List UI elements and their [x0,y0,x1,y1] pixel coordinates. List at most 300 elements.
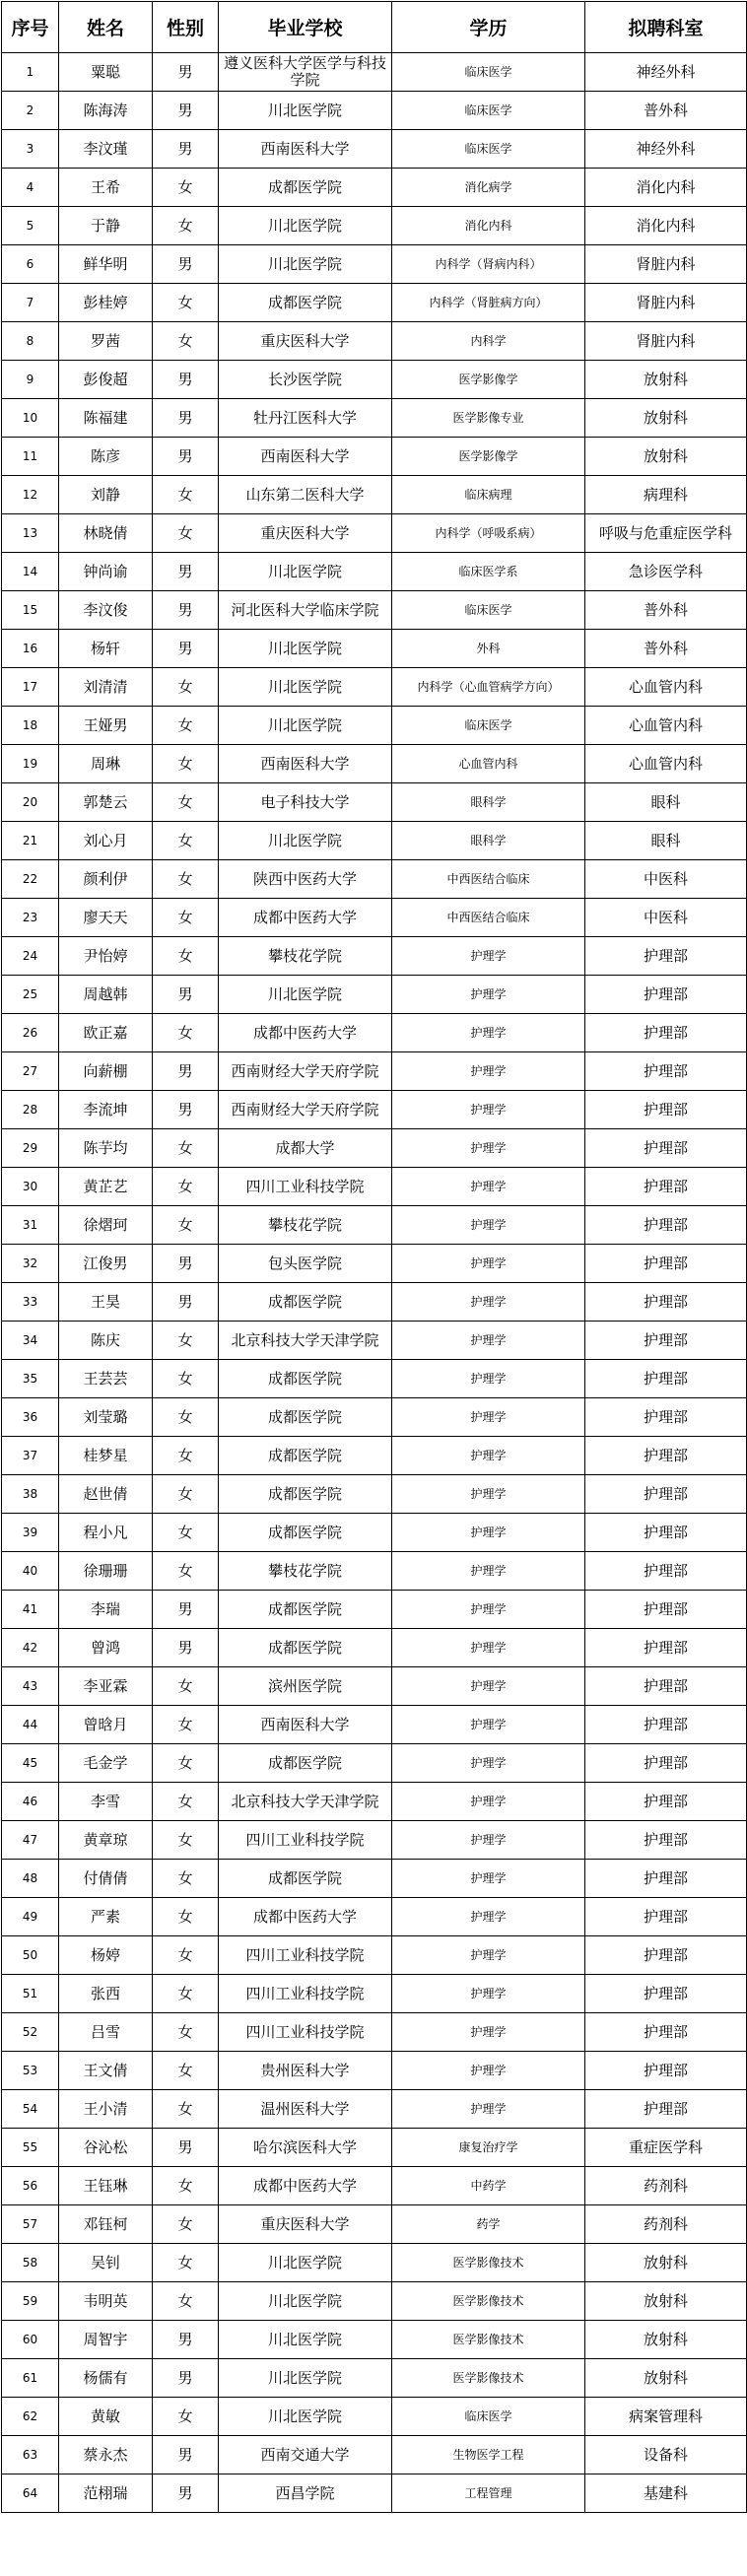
cell-name: 颜利伊 [59,860,153,899]
cell-school: 成都医学院 [219,169,392,207]
cell-department: 护理部 [585,1783,747,1821]
cell-name: 吕雪 [59,2013,153,2052]
cell-department: 护理部 [585,1552,747,1591]
table-row [2,1475,747,1514]
cell-index: 55 [2,2129,59,2167]
cell-school: 成都医学院 [219,1283,392,1322]
cell-degree: 护理学 [392,1706,585,1744]
cell-degree: 护理学 [392,1629,585,1667]
cell-department: 护理部 [585,2013,747,2052]
cell-school: 川北医学院 [219,707,392,745]
cell-department: 心血管内科 [585,745,747,783]
cell-index: 12 [2,476,59,514]
cell-school: 川北医学院 [219,822,392,860]
cell-name: 王小清 [59,2090,153,2129]
cell-name: 陈芋均 [59,1129,153,1168]
cell-name: 江俊男 [59,1245,153,1283]
cell-school: 四川工业科技学院 [219,1936,392,1975]
cell-name: 黄敏 [59,2398,153,2436]
cell-department: 护理部 [585,1245,747,1283]
cell-index: 34 [2,1322,59,1360]
cell-department: 护理部 [585,1629,747,1667]
cell-gender: 女 [153,1475,219,1514]
cell-gender: 男 [153,399,219,438]
cell-degree: 外科 [392,630,585,668]
cell-index: 24 [2,937,59,976]
cell-school: 成都医学院 [219,1629,392,1667]
cell-degree: 护理学 [392,1437,585,1475]
cell-name: 刘莹璐 [59,1398,153,1437]
cell-degree: 医学影像技术 [392,2282,585,2321]
cell-department: 护理部 [585,1936,747,1975]
cell-gender: 女 [153,707,219,745]
cell-degree: 临床医学 [392,130,585,169]
cell-school: 攀枝花学院 [219,1552,392,1591]
cell-gender: 女 [153,1898,219,1936]
cell-name: 李流坤 [59,1091,153,1129]
cell-school: 滨州医学院 [219,1667,392,1706]
cell-index: 16 [2,630,59,668]
table-row [2,976,747,1014]
cell-index: 26 [2,1014,59,1052]
cell-degree: 医学影像技术 [392,2321,585,2359]
table-row [2,1783,747,1821]
cell-school: 川北医学院 [219,2282,392,2321]
cell-index: 47 [2,1821,59,1860]
cell-department: 护理部 [585,2090,747,2129]
cell-department: 护理部 [585,1206,747,1245]
cell-name: 杨轩 [59,630,153,668]
cell-department: 肾脏内科 [585,245,747,284]
cell-degree: 护理学 [392,1052,585,1091]
cell-index: 27 [2,1052,59,1091]
cell-school: 西南财经大学天府学院 [219,1052,392,1091]
cell-school: 川北医学院 [219,668,392,707]
table-row [2,2474,747,2513]
table-row [2,2398,747,2436]
cell-degree: 眼科学 [392,783,585,822]
cell-degree: 护理学 [392,1206,585,1245]
table-row [2,899,747,937]
cell-degree: 护理学 [392,1322,585,1360]
cell-department: 护理部 [585,1129,747,1168]
cell-department: 护理部 [585,1168,747,1206]
cell-name: 于静 [59,207,153,245]
cell-department: 基建科 [585,2474,747,2513]
cell-gender: 女 [153,2282,219,2321]
table-row [2,361,747,399]
table-row [2,2052,747,2090]
cell-gender: 男 [153,2359,219,2398]
cell-department: 心血管内科 [585,668,747,707]
cell-degree: 消化内科 [392,207,585,245]
cell-name: 刘清清 [59,668,153,707]
cell-degree: 护理学 [392,1475,585,1514]
cell-degree: 临床医学 [392,591,585,630]
cell-gender: 男 [153,2436,219,2474]
cell-name: 李汶瑾 [59,130,153,169]
cell-degree: 护理学 [392,1283,585,1322]
cell-degree: 护理学 [392,2013,585,2052]
cell-index: 38 [2,1475,59,1514]
cell-department: 护理部 [585,1052,747,1091]
cell-index: 3 [2,130,59,169]
cell-gender: 女 [153,284,219,322]
cell-name: 李汶俊 [59,591,153,630]
cell-degree: 护理学 [392,937,585,976]
cell-degree: 医学影像专业 [392,399,585,438]
cell-department: 放射科 [585,2282,747,2321]
table-row [2,1283,747,1322]
cell-name: 李亚霖 [59,1667,153,1706]
cell-name: 郭楚云 [59,783,153,822]
cell-name: 王希 [59,169,153,207]
cell-name: 曾鸿 [59,1629,153,1667]
cell-department: 护理部 [585,1091,747,1129]
cell-gender: 女 [153,1014,219,1052]
cell-department: 神经外科 [585,130,747,169]
cell-name: 桂梦星 [59,1437,153,1475]
cell-gender: 女 [153,822,219,860]
cell-gender: 女 [153,937,219,976]
cell-gender: 女 [153,860,219,899]
cell-school: 北京科技大学天津学院 [219,1783,392,1821]
cell-degree: 中西医结合临床 [392,899,585,937]
cell-degree: 护理学 [392,1360,585,1398]
cell-school: 西南交通大学 [219,2436,392,2474]
cell-degree: 医学影像技术 [392,2244,585,2282]
cell-name: 廖天天 [59,899,153,937]
cell-department: 护理部 [585,1821,747,1860]
cell-name: 王昊 [59,1283,153,1322]
table-row [2,2244,747,2282]
cell-gender: 女 [153,899,219,937]
cell-index: 51 [2,1975,59,2013]
cell-name: 谷沁松 [59,2129,153,2167]
cell-department: 呼吸与危重症医学科 [585,514,747,553]
cell-department: 护理部 [585,1475,747,1514]
cell-department: 护理部 [585,937,747,976]
cell-gender: 女 [153,1360,219,1398]
cell-school: 成都医学院 [219,1860,392,1898]
cell-school: 川北医学院 [219,2244,392,2282]
table-row [2,1552,747,1591]
cell-school: 川北医学院 [219,207,392,245]
table-row [2,668,747,707]
cell-index: 64 [2,2474,59,2513]
table-row [2,707,747,745]
cell-name: 欧正嘉 [59,1014,153,1052]
cell-degree: 护理学 [392,1514,585,1552]
cell-index: 19 [2,745,59,783]
cell-name: 范栩瑞 [59,2474,153,2513]
cell-department: 放射科 [585,2321,747,2359]
cell-index: 6 [2,245,59,284]
cell-gender: 女 [153,1975,219,2013]
cell-gender: 女 [153,1322,219,1360]
cell-gender: 女 [153,2244,219,2282]
cell-index: 20 [2,783,59,822]
cell-gender: 男 [153,591,219,630]
cell-gender: 女 [153,169,219,207]
cell-name: 罗茜 [59,322,153,361]
cell-name: 赵世倩 [59,1475,153,1514]
cell-gender: 男 [153,92,219,130]
table-row [2,1975,747,2013]
cell-name: 周智宇 [59,2321,153,2359]
table-row [2,1398,747,1437]
cell-name: 蔡永杰 [59,2436,153,2474]
table-row [2,553,747,591]
cell-gender: 男 [153,361,219,399]
cell-degree: 护理学 [392,1667,585,1706]
cell-name: 王娅男 [59,707,153,745]
cell-school: 成都医学院 [219,1475,392,1514]
cell-name: 粟聪 [59,53,153,92]
cell-degree: 护理学 [392,1245,585,1283]
cell-department: 护理部 [585,1514,747,1552]
cell-department: 护理部 [585,1283,747,1322]
cell-index: 36 [2,1398,59,1437]
table-row [2,2013,747,2052]
cell-school: 重庆医科大学 [219,2205,392,2244]
cell-name: 严素 [59,1898,153,1936]
cell-name: 彭桂婷 [59,284,153,322]
cell-degree: 医学影像学 [392,438,585,476]
cell-school: 山东第二医科大学 [219,476,392,514]
cell-name: 陈庆 [59,1322,153,1360]
cell-school: 成都中医药大学 [219,1014,392,1052]
cell-department: 心血管内科 [585,707,747,745]
cell-index: 53 [2,2052,59,2090]
cell-name: 张西 [59,1975,153,2013]
table-body [2,53,747,2513]
cell-department: 护理部 [585,1360,747,1398]
cell-department: 普外科 [585,591,747,630]
cell-degree: 护理学 [392,1014,585,1052]
cell-department: 病理科 [585,476,747,514]
cell-name: 周琳 [59,745,153,783]
table-row [2,514,747,553]
table-row [2,1014,747,1052]
cell-department: 放射科 [585,2359,747,2398]
cell-gender: 男 [153,1283,219,1322]
header-index: 序号 [2,2,59,53]
cell-school: 四川工业科技学院 [219,2013,392,2052]
cell-gender: 女 [153,2052,219,2090]
cell-department: 药剂科 [585,2167,747,2205]
cell-index: 39 [2,1514,59,1552]
table-row [2,2359,747,2398]
cell-index: 31 [2,1206,59,1245]
cell-name: 周越韩 [59,976,153,1014]
cell-index: 21 [2,822,59,860]
cell-degree: 内科学（肾脏病方向） [392,284,585,322]
cell-index: 45 [2,1744,59,1783]
table-row [2,2436,747,2474]
table-row [2,1706,747,1744]
cell-school: 四川工业科技学院 [219,1168,392,1206]
cell-school: 温州医科大学 [219,2090,392,2129]
cell-index: 25 [2,976,59,1014]
cell-name: 尹怡婷 [59,937,153,976]
cell-index: 57 [2,2205,59,2244]
cell-name: 李雪 [59,1783,153,1821]
cell-department: 病案管理科 [585,2398,747,2436]
cell-gender: 女 [153,1821,219,1860]
cell-gender: 女 [153,1437,219,1475]
table-row [2,130,747,169]
cell-degree: 生物医学工程 [392,2436,585,2474]
cell-department: 护理部 [585,1667,747,1706]
table-row [2,822,747,860]
cell-index: 18 [2,707,59,745]
cell-department: 眼科 [585,822,747,860]
table-row [2,2282,747,2321]
cell-school: 成都中医药大学 [219,899,392,937]
cell-gender: 女 [153,322,219,361]
cell-gender: 男 [153,438,219,476]
cell-index: 35 [2,1360,59,1398]
cell-school: 川北医学院 [219,245,392,284]
cell-school: 长沙医学院 [219,361,392,399]
cell-department: 护理部 [585,1744,747,1783]
cell-degree: 临床医学 [392,2398,585,2436]
cell-index: 17 [2,668,59,707]
cell-gender: 男 [153,976,219,1014]
cell-index: 61 [2,2359,59,2398]
cell-school: 北京科技大学天津学院 [219,1322,392,1360]
table-row [2,438,747,476]
cell-degree: 护理学 [392,976,585,1014]
cell-gender: 女 [153,2205,219,2244]
table-row [2,1936,747,1975]
cell-department: 放射科 [585,2244,747,2282]
cell-department: 神经外科 [585,53,747,92]
header-name: 姓名 [59,2,153,53]
cell-degree: 护理学 [392,1398,585,1437]
cell-index: 56 [2,2167,59,2205]
cell-index: 60 [2,2321,59,2359]
cell-index: 46 [2,1783,59,1821]
cell-degree: 康复治疗学 [392,2129,585,2167]
cell-school: 成都医学院 [219,284,392,322]
cell-department: 护理部 [585,1975,747,2013]
cell-degree: 医学影像学 [392,361,585,399]
cell-school: 川北医学院 [219,92,392,130]
table-row [2,53,747,92]
cell-gender: 女 [153,1129,219,1168]
cell-index: 59 [2,2282,59,2321]
table-row [2,1168,747,1206]
header-department: 拟聘科室 [585,2,747,53]
cell-department: 放射科 [585,438,747,476]
cell-department: 肾脏内科 [585,322,747,361]
cell-name: 王芸芸 [59,1360,153,1398]
table-row [2,1206,747,1245]
cell-department: 放射科 [585,361,747,399]
cell-name: 黄章琼 [59,1821,153,1860]
cell-index: 7 [2,284,59,322]
cell-degree: 临床医学 [392,53,585,92]
cell-degree: 护理学 [392,1821,585,1860]
cell-department: 普外科 [585,630,747,668]
cell-department: 中医科 [585,899,747,937]
table-row [2,1898,747,1936]
cell-school: 攀枝花学院 [219,937,392,976]
cell-school: 哈尔滨医科大学 [219,2129,392,2167]
cell-school: 遵义医科大学医学与科技学院 [219,53,392,92]
cell-degree: 中药学 [392,2167,585,2205]
cell-degree: 护理学 [392,1783,585,1821]
cell-degree: 工程管理 [392,2474,585,2513]
table-row [2,92,747,130]
cell-gender: 男 [153,2129,219,2167]
cell-gender: 男 [153,1629,219,1667]
cell-name: 李瑞 [59,1591,153,1629]
cell-name: 王文倩 [59,2052,153,2090]
cell-index: 54 [2,2090,59,2129]
cell-gender: 女 [153,1744,219,1783]
cell-name: 鲜华明 [59,245,153,284]
cell-gender: 男 [153,1245,219,1283]
table-row [2,169,747,207]
table-row [2,1744,747,1783]
cell-department: 护理部 [585,1898,747,1936]
table-row [2,1437,747,1475]
cell-index: 22 [2,860,59,899]
cell-name: 钟尚谕 [59,553,153,591]
cell-school: 西南医科大学 [219,438,392,476]
cell-index: 50 [2,1936,59,1975]
cell-index: 4 [2,169,59,207]
cell-department: 中医科 [585,860,747,899]
cell-index: 30 [2,1168,59,1206]
cell-index: 2 [2,92,59,130]
cell-school: 攀枝花学院 [219,1206,392,1245]
cell-degree: 护理学 [392,1975,585,2013]
table-row [2,1514,747,1552]
cell-school: 重庆医科大学 [219,322,392,361]
table-row [2,1860,747,1898]
cell-name: 黄芷艺 [59,1168,153,1206]
cell-gender: 女 [153,745,219,783]
cell-gender: 男 [153,2321,219,2359]
recruitment-table [1,1,747,2513]
cell-degree: 护理学 [392,1591,585,1629]
table-row [2,783,747,822]
table-row [2,2205,747,2244]
cell-index: 37 [2,1437,59,1475]
cell-gender: 女 [153,1860,219,1898]
cell-school: 成都医学院 [219,1360,392,1398]
cell-school: 成都中医药大学 [219,2167,392,2205]
cell-index: 43 [2,1667,59,1706]
cell-index: 14 [2,553,59,591]
cell-gender: 女 [153,2013,219,2052]
cell-degree: 临床医学 [392,707,585,745]
cell-degree: 药学 [392,2205,585,2244]
cell-school: 牡丹江医科大学 [219,399,392,438]
cell-name: 刘心月 [59,822,153,860]
cell-degree: 内科学（呼吸系病） [392,514,585,553]
table-row [2,2090,747,2129]
table-row [2,1360,747,1398]
cell-degree: 护理学 [392,1744,585,1783]
cell-degree: 护理学 [392,1860,585,1898]
cell-index: 10 [2,399,59,438]
cell-index: 63 [2,2436,59,2474]
